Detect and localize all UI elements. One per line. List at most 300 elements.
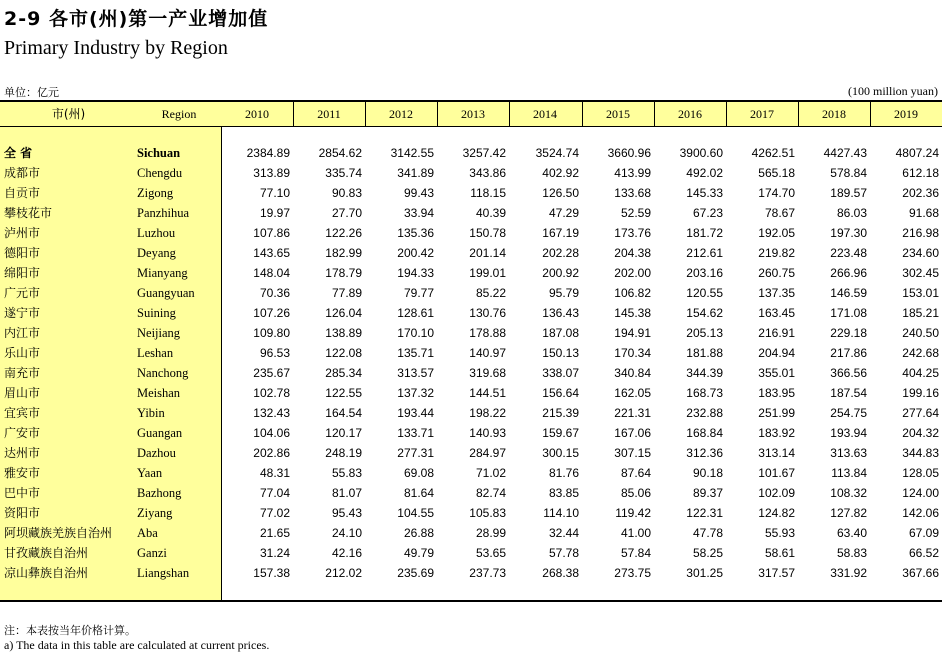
table-row — [0, 243, 942, 263]
year-header: 2016 — [678, 107, 702, 121]
value-cell: 187.08 — [542, 326, 579, 340]
value-cell: 492.02 — [686, 166, 723, 180]
value-cell: 366.56 — [830, 366, 867, 380]
value-cell: 578.84 — [830, 166, 867, 180]
value-cell: 181.88 — [686, 346, 723, 360]
value-cell: 120.55 — [686, 286, 723, 300]
unit-label-en: (100 million yuan) — [848, 84, 938, 98]
table-row — [0, 503, 942, 523]
value-cell: 198.22 — [469, 406, 506, 420]
table-row — [0, 203, 942, 223]
year-header: 2014 — [533, 107, 557, 121]
value-cell: 58.61 — [764, 546, 795, 560]
value-cell: 47.78 — [692, 526, 723, 540]
value-cell: 194.91 — [614, 326, 651, 340]
value-cell: 53.65 — [475, 546, 506, 560]
value-cell: 202.86 — [253, 446, 290, 460]
row-region-en: Yibin — [137, 406, 165, 420]
value-cell: 90.18 — [692, 466, 723, 480]
value-cell: 183.92 — [758, 426, 795, 440]
value-cell: 251.99 — [758, 406, 795, 420]
value-cell: 138.89 — [325, 326, 362, 340]
row-city-cn: 遂宁市 — [4, 306, 41, 320]
value-cell: 3142.55 — [390, 146, 434, 160]
value-cell: 26.88 — [403, 526, 434, 540]
value-cell: 185.21 — [902, 306, 939, 320]
table-bottom-rule — [0, 600, 942, 602]
value-cell: 104.55 — [397, 506, 434, 520]
value-cell: 284.97 — [469, 446, 506, 460]
value-cell: 118.15 — [470, 186, 506, 200]
value-cell: 87.64 — [620, 466, 651, 480]
value-cell: 146.59 — [830, 286, 867, 300]
value-cell: 57.84 — [620, 546, 651, 560]
table-row — [0, 263, 942, 283]
year-header: 2010 — [245, 107, 269, 121]
header-separator — [437, 102, 438, 126]
value-cell: 58.83 — [836, 546, 867, 560]
value-cell: 3900.60 — [679, 146, 723, 160]
value-cell: 612.18 — [902, 166, 939, 180]
value-cell: 313.89 — [253, 166, 290, 180]
value-cell: 157.38 — [253, 566, 290, 580]
row-region-en: Meishan — [137, 386, 181, 400]
value-cell: 48.31 — [259, 466, 290, 480]
value-cell: 95.43 — [331, 506, 362, 520]
value-cell: 331.92 — [830, 566, 867, 580]
row-region-en: Suining — [137, 306, 176, 320]
value-cell: 122.55 — [325, 386, 362, 400]
value-cell: 254.75 — [830, 406, 867, 420]
value-cell: 3524.74 — [535, 146, 579, 160]
value-cell: 171.08 — [830, 306, 867, 320]
value-cell: 90.83 — [331, 186, 362, 200]
value-cell: 277.64 — [902, 406, 939, 420]
value-cell: 312.36 — [686, 446, 723, 460]
header-separator — [293, 102, 294, 126]
table-row — [0, 343, 942, 363]
row-city-cn: 宜宾市 — [4, 406, 41, 420]
value-cell: 212.02 — [325, 566, 362, 580]
header-rule — [0, 126, 942, 127]
value-cell: 319.68 — [469, 366, 506, 380]
table-row — [0, 443, 942, 463]
table-row — [0, 143, 942, 163]
value-cell: 105.83 — [469, 506, 506, 520]
value-cell: 133.71 — [397, 426, 434, 440]
value-cell: 200.42 — [397, 246, 434, 260]
table-row — [0, 543, 942, 563]
row-region-en: Leshan — [137, 346, 174, 360]
value-cell: 28.99 — [475, 526, 506, 540]
value-cell: 52.59 — [620, 206, 651, 220]
value-cell: 221.31 — [614, 406, 651, 420]
value-cell: 181.72 — [686, 226, 723, 240]
value-cell: 124.00 — [902, 486, 939, 500]
value-cell: 126.50 — [542, 186, 579, 200]
value-cell: 168.84 — [686, 426, 723, 440]
value-cell: 164.54 — [325, 406, 362, 420]
value-cell: 182.99 — [325, 246, 362, 260]
value-cell: 55.93 — [764, 526, 795, 540]
value-cell: 215.39 — [542, 406, 579, 420]
value-cell: 122.08 — [325, 346, 362, 360]
value-cell: 197.30 — [830, 226, 867, 240]
value-cell: 83.85 — [548, 486, 579, 500]
value-cell: 77.02 — [259, 506, 290, 520]
value-cell: 77.04 — [259, 486, 290, 500]
value-cell: 122.26 — [325, 226, 362, 240]
row-city-cn: 资阳市 — [4, 506, 41, 520]
row-city-cn: 雅安市 — [4, 466, 41, 480]
value-cell: 404.25 — [902, 366, 939, 380]
row-region-en: Dazhou — [137, 446, 176, 460]
header-separator — [726, 102, 727, 126]
value-cell: 67.09 — [908, 526, 939, 540]
value-cell: 63.40 — [836, 526, 867, 540]
row-region-en: Sichuan — [137, 146, 181, 160]
value-cell: 4427.43 — [823, 146, 867, 160]
row-city-cn: 德阳市 — [4, 246, 41, 260]
value-cell: 201.14 — [469, 246, 506, 260]
row-region-en: Zigong — [137, 186, 174, 200]
value-cell: 216.98 — [902, 226, 939, 240]
value-cell: 167.06 — [614, 426, 651, 440]
row-region-en: Ganzi — [137, 546, 167, 560]
value-cell: 143.65 — [253, 246, 290, 260]
value-cell: 317.57 — [758, 566, 795, 580]
value-cell: 154.62 — [686, 306, 723, 320]
value-cell: 340.84 — [614, 366, 651, 380]
value-cell: 235.67 — [253, 366, 290, 380]
value-cell: 89.37 — [692, 486, 723, 500]
value-cell: 159.67 — [542, 426, 579, 440]
value-cell: 77.10 — [259, 186, 290, 200]
table-row — [0, 163, 942, 183]
value-cell: 81.64 — [403, 486, 434, 500]
value-cell: 109.80 — [253, 326, 290, 340]
value-cell: 128.05 — [902, 466, 939, 480]
year-header: 2011 — [317, 107, 341, 121]
year-header: 2015 — [606, 107, 630, 121]
value-cell: 21.65 — [259, 526, 290, 540]
value-cell: 102.09 — [758, 486, 795, 500]
value-cell: 300.15 — [542, 446, 579, 460]
value-cell: 82.74 — [475, 486, 506, 500]
value-cell: 248.19 — [325, 446, 362, 460]
value-cell: 307.15 — [614, 446, 651, 460]
row-city-cn: 绵阳市 — [4, 266, 41, 280]
value-cell: 150.78 — [469, 226, 506, 240]
value-cell: 266.96 — [830, 266, 867, 280]
table-row — [0, 423, 942, 443]
value-cell: 104.06 — [253, 426, 290, 440]
value-cell: 204.38 — [614, 246, 651, 260]
value-cell: 156.64 — [542, 386, 579, 400]
table-row — [0, 563, 942, 583]
value-cell: 135.71 — [397, 346, 434, 360]
row-city-cn: 自贡市 — [4, 186, 41, 200]
value-cell: 102.78 — [253, 386, 290, 400]
value-cell: 57.78 — [548, 546, 579, 560]
value-cell: 140.93 — [469, 426, 506, 440]
value-cell: 135.36 — [397, 226, 434, 240]
value-cell: 114.10 — [543, 506, 579, 520]
value-cell: 242.68 — [902, 346, 939, 360]
value-cell: 42.16 — [331, 546, 362, 560]
value-cell: 216.91 — [758, 326, 795, 340]
value-cell: 32.44 — [548, 526, 579, 540]
value-cell: 173.76 — [614, 226, 651, 240]
value-cell: 162.05 — [614, 386, 651, 400]
value-cell: 145.38 — [614, 306, 651, 320]
value-cell: 199.01 — [469, 266, 506, 280]
value-cell: 67.23 — [692, 206, 723, 220]
value-cell: 202.36 — [902, 186, 939, 200]
value-cell: 168.73 — [686, 386, 723, 400]
value-cell: 107.86 — [253, 226, 290, 240]
value-cell: 217.86 — [830, 346, 867, 360]
value-cell: 167.19 — [542, 226, 579, 240]
table-row — [0, 523, 942, 543]
value-cell: 192.05 — [758, 226, 795, 240]
value-cell: 3257.42 — [462, 146, 506, 160]
value-cell: 229.18 — [830, 326, 867, 340]
value-cell: 313.14 — [758, 446, 795, 460]
value-cell: 178.79 — [325, 266, 362, 280]
row-region-en: Guangyuan — [137, 286, 195, 300]
row-region-en: Chengdu — [137, 166, 183, 180]
row-region-en: Aba — [137, 526, 158, 540]
value-cell: 200.92 — [542, 266, 579, 280]
value-cell: 49.79 — [403, 546, 434, 560]
row-city-cn: 攀枝花市 — [4, 206, 53, 220]
row-city-cn: 眉山市 — [4, 386, 41, 400]
value-cell: 338.07 — [542, 366, 579, 380]
value-cell: 150.13 — [542, 346, 579, 360]
value-cell: 71.02 — [475, 466, 506, 480]
row-region-en: Neijiang — [137, 326, 181, 340]
value-cell: 232.88 — [686, 406, 723, 420]
value-cell: 367.66 — [902, 566, 939, 580]
page-title-cn: 2-9 各市(州)第一产业增加值 — [4, 8, 269, 30]
row-city-cn: 乐山市 — [4, 346, 41, 360]
value-cell: 124.82 — [758, 506, 795, 520]
row-region-en: Panzhihua — [137, 206, 190, 220]
value-cell: 69.08 — [403, 466, 434, 480]
row-city-cn: 甘孜藏族自治州 — [4, 546, 89, 560]
value-cell: 99.43 — [403, 186, 434, 200]
table-row — [0, 463, 942, 483]
row-city-cn: 达州市 — [4, 446, 41, 460]
value-cell: 31.24 — [259, 546, 290, 560]
value-cell: 47.29 — [548, 206, 579, 220]
value-cell: 40.39 — [475, 206, 506, 220]
value-cell: 120.17 — [325, 426, 362, 440]
value-cell: 268.38 — [542, 566, 579, 580]
value-cell: 77.89 — [331, 286, 362, 300]
value-cell: 106.82 — [614, 286, 651, 300]
value-cell: 193.44 — [397, 406, 434, 420]
table-row — [0, 383, 942, 403]
value-cell: 55.83 — [331, 466, 362, 480]
value-cell: 19.97 — [259, 206, 290, 220]
value-cell: 313.63 — [830, 446, 867, 460]
header-separator — [798, 102, 799, 126]
value-cell: 202.28 — [542, 246, 579, 260]
unit-label-cn: 单位：亿元 — [4, 86, 59, 99]
row-city-cn: 泸州市 — [4, 226, 41, 240]
value-cell: 137.35 — [758, 286, 795, 300]
value-cell: 153.01 — [902, 286, 939, 300]
value-cell: 107.26 — [253, 306, 290, 320]
header-separator — [870, 102, 871, 126]
value-cell: 2854.62 — [318, 146, 362, 160]
year-header: 2019 — [894, 107, 918, 121]
value-cell: 343.86 — [469, 166, 506, 180]
table-row — [0, 223, 942, 243]
value-cell: 163.45 — [758, 306, 795, 320]
row-region-en: Bazhong — [137, 486, 182, 500]
value-cell: 194.33 — [397, 266, 434, 280]
value-cell: 234.60 — [902, 246, 939, 260]
value-cell: 402.92 — [542, 166, 579, 180]
value-cell: 85.22 — [475, 286, 506, 300]
value-cell: 81.76 — [548, 466, 579, 480]
header-city-cn: 市(州) — [51, 107, 86, 121]
value-cell: 341.89 — [397, 166, 434, 180]
row-city-cn: 全 省 — [4, 146, 33, 160]
value-cell: 187.54 — [830, 386, 867, 400]
row-city-cn: 广安市 — [4, 426, 41, 440]
row-region-en: Liangshan — [137, 566, 190, 580]
row-city-cn: 凉山彝族自治州 — [4, 566, 89, 580]
value-cell: 174.70 — [758, 186, 795, 200]
value-cell: 126.04 — [325, 306, 362, 320]
value-cell: 133.68 — [614, 186, 651, 200]
value-cell: 128.61 — [397, 306, 434, 320]
table-row — [0, 363, 942, 383]
value-cell: 565.18 — [758, 166, 795, 180]
value-cell: 4807.24 — [895, 146, 939, 160]
row-city-cn: 广元市 — [4, 286, 41, 300]
value-cell: 86.03 — [836, 206, 867, 220]
value-cell: 170.10 — [397, 326, 434, 340]
table-row — [0, 283, 942, 303]
value-cell: 189.57 — [830, 186, 867, 200]
value-cell: 127.82 — [830, 506, 867, 520]
table-row — [0, 183, 942, 203]
value-cell: 335.74 — [325, 166, 362, 180]
header-region: Region — [161, 107, 197, 121]
header-separator — [365, 102, 366, 126]
note-cn: 注：本表按当年价格计算。 — [4, 624, 136, 637]
row-city-cn: 巴中市 — [4, 486, 41, 500]
value-cell: 355.01 — [758, 366, 795, 380]
value-cell: 223.48 — [830, 246, 867, 260]
value-cell: 183.95 — [758, 386, 795, 400]
value-cell: 145.33 — [686, 186, 723, 200]
value-cell: 130.76 — [469, 306, 506, 320]
value-cell: 273.75 — [614, 566, 651, 580]
header-separator — [582, 102, 583, 126]
value-cell: 240.50 — [902, 326, 939, 340]
value-cell: 199.16 — [902, 386, 939, 400]
value-cell: 132.43 — [253, 406, 290, 420]
value-cell: 136.43 — [542, 306, 579, 320]
value-cell: 101.67 — [758, 466, 795, 480]
value-cell: 178.88 — [469, 326, 506, 340]
value-cell: 4262.51 — [751, 146, 795, 160]
value-cell: 144.51 — [469, 386, 506, 400]
value-cell: 277.31 — [397, 446, 434, 460]
row-region-en: Luzhou — [137, 226, 176, 240]
value-cell: 85.06 — [620, 486, 651, 500]
value-cell: 204.94 — [758, 346, 795, 360]
value-cell: 3660.96 — [607, 146, 651, 160]
year-header: 2018 — [822, 107, 846, 121]
value-cell: 58.25 — [692, 546, 723, 560]
row-region-en: Nanchong — [137, 366, 189, 380]
value-cell: 202.00 — [614, 266, 651, 280]
value-cell: 235.69 — [397, 566, 434, 580]
value-cell: 33.94 — [403, 206, 434, 220]
value-cell: 140.97 — [469, 346, 506, 360]
value-cell: 41.00 — [620, 526, 651, 540]
value-cell: 96.53 — [259, 346, 290, 360]
value-cell: 91.68 — [908, 206, 939, 220]
header-separator — [509, 102, 510, 126]
table-row — [0, 323, 942, 343]
table-row — [0, 303, 942, 323]
value-cell: 260.75 — [758, 266, 795, 280]
value-cell: 344.83 — [902, 446, 939, 460]
value-cell: 79.77 — [403, 286, 434, 300]
table-row — [0, 483, 942, 503]
note-en: a) The data in this table are calculated at current prices. — [4, 638, 270, 652]
value-cell: 81.07 — [331, 486, 362, 500]
value-cell: 122.31 — [686, 506, 723, 520]
value-cell: 108.32 — [830, 486, 867, 500]
value-cell: 95.79 — [548, 286, 579, 300]
row-city-cn: 成都市 — [4, 166, 41, 180]
value-cell: 148.04 — [253, 266, 290, 280]
value-cell: 203.16 — [686, 266, 723, 280]
row-city-cn: 南充市 — [4, 366, 41, 380]
row-region-en: Guangan — [137, 426, 183, 440]
year-header: 2012 — [389, 107, 413, 121]
value-cell: 142.06 — [902, 506, 939, 520]
value-cell: 302.45 — [902, 266, 939, 280]
value-cell: 212.61 — [686, 246, 723, 260]
value-cell: 413.99 — [614, 166, 651, 180]
row-region-en: Deyang — [137, 246, 176, 260]
header-separator — [654, 102, 655, 126]
value-cell: 27.70 — [331, 206, 362, 220]
value-cell: 193.94 — [830, 426, 867, 440]
value-cell: 24.10 — [331, 526, 362, 540]
year-header: 2017 — [750, 107, 774, 121]
row-region-en: Mianyang — [137, 266, 188, 280]
value-cell: 344.39 — [686, 366, 723, 380]
value-cell: 219.82 — [758, 246, 795, 260]
value-cell: 78.67 — [764, 206, 795, 220]
value-cell: 301.25 — [686, 566, 723, 580]
value-cell: 119.42 — [615, 506, 651, 520]
row-region-en: Ziyang — [137, 506, 173, 520]
value-cell: 137.32 — [397, 386, 434, 400]
value-cell: 285.34 — [325, 366, 362, 380]
